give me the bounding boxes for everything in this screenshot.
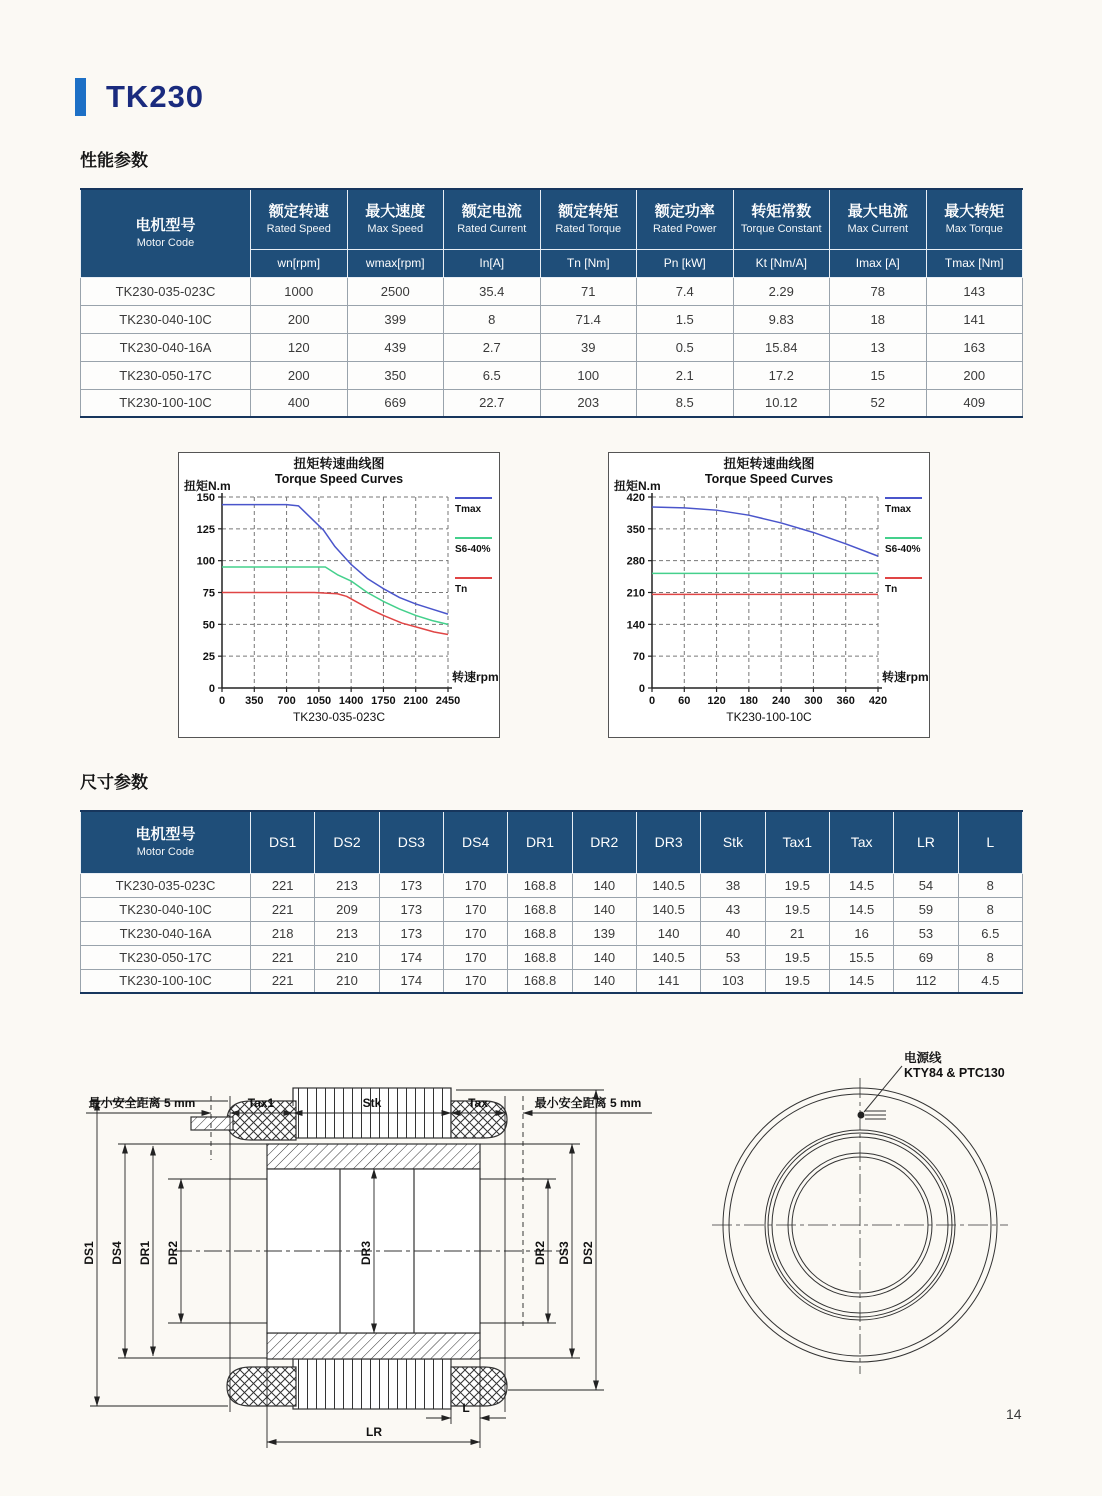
table-cell: 140.5 bbox=[636, 873, 700, 897]
table-cell: 17.2 bbox=[733, 361, 830, 389]
dr2-right-label: DR2 bbox=[533, 1240, 547, 1266]
motor-front-view-drawing bbox=[690, 1040, 1030, 1380]
table-cell: 0.5 bbox=[637, 333, 734, 361]
table-row bbox=[81, 969, 1023, 993]
performance-table-header bbox=[81, 189, 1023, 277]
table-cell: 54 bbox=[894, 873, 958, 897]
table-cell: 71 bbox=[540, 277, 637, 305]
column-header: 额定功率 Rated Power bbox=[637, 189, 734, 249]
motor-code-header bbox=[81, 811, 251, 873]
table-cell: 7.4 bbox=[637, 277, 734, 305]
table-cell: 19.5 bbox=[765, 969, 829, 993]
table-cell: 213 bbox=[315, 873, 379, 897]
column-header: DS3 bbox=[379, 811, 443, 873]
motor-code-cell: TK230-050-17C bbox=[81, 945, 251, 969]
cable-label bbox=[904, 1050, 1005, 1080]
table-cell: 200 bbox=[251, 361, 348, 389]
torque-speed-chart-1 bbox=[178, 452, 500, 738]
table-cell: 140 bbox=[572, 873, 636, 897]
chart-text: 350 bbox=[626, 523, 645, 536]
chart-svg bbox=[608, 452, 930, 738]
column-unit: Tmax [Nm] bbox=[926, 249, 1023, 277]
table-cell: 210 bbox=[315, 945, 379, 969]
motor-code-cell: TK230-040-16A bbox=[81, 921, 251, 945]
table-cell: 15.5 bbox=[829, 945, 893, 969]
ds4-label: DS4 bbox=[110, 1241, 124, 1265]
chart-text: Tn bbox=[455, 584, 468, 595]
table-cell: 14.5 bbox=[829, 897, 893, 921]
table-row bbox=[81, 389, 1023, 417]
chart-text: Torque Speed Curves bbox=[274, 472, 404, 486]
table-cell: 168.8 bbox=[508, 897, 572, 921]
table-cell: 221 bbox=[251, 945, 315, 969]
table-cell: 173 bbox=[379, 897, 443, 921]
cable-label-line1: 电源线 bbox=[904, 1051, 942, 1065]
table-cell: 221 bbox=[251, 873, 315, 897]
table-cell: 15.84 bbox=[733, 333, 830, 361]
chart-text: 280 bbox=[626, 555, 645, 568]
table-row bbox=[81, 945, 1023, 969]
table-cell: 399 bbox=[347, 305, 444, 333]
dr2-left-label: DR2 bbox=[166, 1240, 180, 1266]
chart-text: 360 bbox=[836, 695, 855, 707]
table-cell: 168.8 bbox=[508, 921, 572, 945]
cable-label-line2: KTY84 & PTC130 bbox=[904, 1066, 1005, 1080]
chart-svg bbox=[178, 452, 500, 738]
table-row bbox=[81, 305, 1023, 333]
table-row bbox=[81, 873, 1023, 897]
chart-text: 扭矩N.m bbox=[184, 479, 231, 493]
table-cell: 174 bbox=[379, 969, 443, 993]
table-cell: 173 bbox=[379, 873, 443, 897]
table-cell: 9.83 bbox=[733, 305, 830, 333]
table-cell: 140 bbox=[572, 897, 636, 921]
chart-text: 扭矩转速曲线图 bbox=[723, 456, 815, 471]
table-cell: 2.7 bbox=[444, 333, 541, 361]
dimension-table-body bbox=[81, 873, 1023, 993]
table-cell: 4.5 bbox=[958, 969, 1022, 993]
column-header: DR2 bbox=[572, 811, 636, 873]
dimension-table bbox=[80, 810, 1023, 994]
column-header: DR3 bbox=[636, 811, 700, 873]
table-cell: 19.5 bbox=[765, 873, 829, 897]
table-cell: 170 bbox=[443, 969, 507, 993]
chart-text: 0 bbox=[218, 695, 226, 707]
table-cell: 221 bbox=[251, 897, 315, 921]
table-cell: 2.1 bbox=[637, 361, 734, 389]
column-header: Stk bbox=[701, 811, 765, 873]
table-cell: 669 bbox=[347, 389, 444, 417]
motor-code-cell: TK230-035-023C bbox=[81, 277, 251, 305]
page-number: 14 bbox=[1006, 1406, 1022, 1422]
chart-text: 420 bbox=[868, 695, 888, 707]
table-cell: 78 bbox=[830, 277, 927, 305]
table-cell: 6.5 bbox=[958, 921, 1022, 945]
chart-text: Torque Speed Curves bbox=[704, 472, 834, 486]
table-row bbox=[81, 361, 1023, 389]
table-cell: 43 bbox=[701, 897, 765, 921]
column-header: 额定转速 Rated Speed bbox=[251, 189, 348, 249]
table-cell: 52 bbox=[830, 389, 927, 417]
table-cell: 21 bbox=[765, 921, 829, 945]
motor-code-cell: TK230-040-10C bbox=[81, 305, 251, 333]
motor-code-header-en: Motor Code bbox=[136, 846, 195, 859]
column-unit: Kt [Nm/A] bbox=[733, 249, 830, 277]
table-cell: 71.4 bbox=[540, 305, 637, 333]
page-title: TK230 bbox=[106, 79, 205, 114]
chart-text: 扭矩转速曲线图 bbox=[293, 456, 385, 471]
chart-text: TK230-035-023C bbox=[292, 710, 386, 724]
table-cell: 200 bbox=[926, 361, 1023, 389]
table-row bbox=[81, 333, 1023, 361]
chart-text: 420 bbox=[626, 492, 645, 504]
chart-text: 1050 bbox=[306, 695, 332, 707]
table-cell: 40 bbox=[701, 921, 765, 945]
performance-table bbox=[80, 188, 1023, 418]
chart-text: 0 bbox=[638, 683, 645, 695]
table-cell: 200 bbox=[251, 305, 348, 333]
table-cell: 221 bbox=[251, 969, 315, 993]
chart-text: 140 bbox=[626, 619, 645, 632]
column-header: DR1 bbox=[508, 811, 572, 873]
column-unit: Pn [kW] bbox=[637, 249, 734, 277]
chart-text: 转速rpm bbox=[452, 670, 499, 684]
chart-text: 125 bbox=[196, 523, 215, 536]
table-cell: 1000 bbox=[251, 277, 348, 305]
chart-text: TK230-100-10C bbox=[726, 710, 812, 724]
table-cell: 350 bbox=[347, 361, 444, 389]
table-cell: 8 bbox=[958, 897, 1022, 921]
table-cell: 400 bbox=[251, 389, 348, 417]
table-cell: 209 bbox=[315, 897, 379, 921]
chart-text: 0 bbox=[208, 683, 215, 695]
chart-text: 240 bbox=[771, 695, 791, 707]
table-cell: 140.5 bbox=[636, 897, 700, 921]
chart-text: 300 bbox=[804, 695, 823, 707]
motor-code-cell: TK230-100-10C bbox=[81, 969, 251, 993]
motor-code-cell: TK230-050-17C bbox=[81, 361, 251, 389]
page-title-block bbox=[75, 78, 204, 116]
column-header: Tax bbox=[829, 811, 893, 873]
ds3-label: DS3 bbox=[557, 1241, 571, 1265]
chart-text: 25 bbox=[202, 651, 215, 664]
chart-text: 180 bbox=[739, 695, 759, 707]
table-cell: 22.7 bbox=[444, 389, 541, 417]
chart-text: 1400 bbox=[338, 695, 364, 707]
table-cell: 170 bbox=[443, 945, 507, 969]
motor-code-cell: TK230-035-023C bbox=[81, 873, 251, 897]
motor-code-header-en: Motor Code bbox=[136, 237, 195, 250]
chart-text: 1750 bbox=[371, 695, 396, 707]
ds2-label: DS2 bbox=[581, 1241, 595, 1265]
tax-label: Tax bbox=[468, 1096, 488, 1110]
column-header: DS2 bbox=[315, 811, 379, 873]
table-cell: 8 bbox=[444, 305, 541, 333]
table-cell: 170 bbox=[443, 873, 507, 897]
column-unit: wn[rpm] bbox=[251, 249, 348, 277]
column-unit: Tn [Nm] bbox=[540, 249, 637, 277]
chart-text: 100 bbox=[196, 555, 215, 568]
table-cell: 439 bbox=[347, 333, 444, 361]
table-cell: 168.8 bbox=[508, 969, 572, 993]
l-label: L bbox=[462, 1401, 470, 1415]
table-cell: 38 bbox=[701, 873, 765, 897]
column-header: 额定转矩 Rated Torque bbox=[540, 189, 637, 249]
table-cell: 168.8 bbox=[508, 873, 572, 897]
column-unit: Imax [A] bbox=[830, 249, 927, 277]
table-cell: 53 bbox=[894, 921, 958, 945]
table-cell: 100 bbox=[540, 361, 637, 389]
safety-left-label: 最小安全距离 5 mm bbox=[88, 1096, 196, 1110]
column-header: DS4 bbox=[443, 811, 507, 873]
table-cell: 8.5 bbox=[637, 389, 734, 417]
chart-text: 50 bbox=[202, 619, 215, 632]
chart-text: 210 bbox=[626, 587, 645, 600]
table-cell: 19.5 bbox=[765, 945, 829, 969]
table-cell: 168.8 bbox=[508, 945, 572, 969]
chart-text: S6-40% bbox=[455, 544, 491, 555]
table-cell: 173 bbox=[379, 921, 443, 945]
column-header: Tax1 bbox=[765, 811, 829, 873]
torque-speed-chart-2 bbox=[608, 452, 930, 738]
dr3-label: DR3 bbox=[359, 1240, 373, 1266]
performance-table-body bbox=[81, 277, 1023, 417]
column-unit: wmax[rpm] bbox=[347, 249, 444, 277]
table-cell: 6.5 bbox=[444, 361, 541, 389]
motor-code-header bbox=[81, 189, 251, 277]
motor-body-shapes bbox=[191, 1088, 507, 1409]
performance-section-heading: 性能参数 bbox=[80, 151, 148, 170]
table-cell: 141 bbox=[636, 969, 700, 993]
chart-text: 转速rpm bbox=[882, 670, 929, 684]
motor-code-cell: TK230-040-10C bbox=[81, 897, 251, 921]
table-cell: 203 bbox=[540, 389, 637, 417]
table-row bbox=[81, 277, 1023, 305]
chart-text: 150 bbox=[196, 492, 215, 504]
tax1-label: Tax1 bbox=[247, 1096, 275, 1110]
motor-code-header-zh: 电机型号 bbox=[135, 826, 196, 844]
table-cell: 140 bbox=[636, 921, 700, 945]
column-header: DS1 bbox=[251, 811, 315, 873]
table-cell: 139 bbox=[572, 921, 636, 945]
table-cell: 120 bbox=[251, 333, 348, 361]
table-cell: 15 bbox=[830, 361, 927, 389]
table-cell: 59 bbox=[894, 897, 958, 921]
chart-text: 120 bbox=[707, 695, 726, 707]
table-cell: 2500 bbox=[347, 277, 444, 305]
chart-text: Tmax bbox=[885, 504, 912, 515]
chart-text: 70 bbox=[632, 651, 645, 664]
table-cell: 170 bbox=[443, 921, 507, 945]
table-cell: 8 bbox=[958, 873, 1022, 897]
stk-label: Stk bbox=[362, 1096, 382, 1110]
table-cell: 140 bbox=[572, 969, 636, 993]
title-accent-bar bbox=[75, 78, 86, 116]
dimension-table-header bbox=[81, 811, 1023, 873]
table-cell: 409 bbox=[926, 389, 1023, 417]
table-cell: 103 bbox=[701, 969, 765, 993]
table-cell: 10.12 bbox=[733, 389, 830, 417]
chart-text: Tmax bbox=[455, 504, 482, 515]
column-header: 转矩常数 Torque Constant bbox=[733, 189, 830, 249]
table-cell: 53 bbox=[701, 945, 765, 969]
table-cell: 112 bbox=[894, 969, 958, 993]
column-unit: In[A] bbox=[444, 249, 541, 277]
table-cell: 14.5 bbox=[829, 969, 893, 993]
chart-text: 350 bbox=[245, 695, 264, 707]
table-cell: 143 bbox=[926, 277, 1023, 305]
chart-text: 0 bbox=[648, 695, 656, 707]
table-cell: 13 bbox=[830, 333, 927, 361]
table-cell: 140.5 bbox=[636, 945, 700, 969]
motor-cross-section-drawing bbox=[78, 1028, 662, 1460]
chart-text: Tn bbox=[885, 584, 898, 595]
table-cell: 18 bbox=[830, 305, 927, 333]
column-header: 额定电流 Rated Current bbox=[444, 189, 541, 249]
chart-text: 700 bbox=[277, 695, 296, 707]
chart-text: 扭矩N.m bbox=[614, 479, 661, 493]
chart-text: 75 bbox=[202, 587, 215, 600]
chart-text: S6-40% bbox=[885, 544, 921, 555]
column-header: 最大转矩 Max Torque bbox=[926, 189, 1023, 249]
table-cell: 19.5 bbox=[765, 897, 829, 921]
column-header: 最大速度 Max Speed bbox=[347, 189, 444, 249]
table-cell: 14.5 bbox=[829, 873, 893, 897]
table-row bbox=[81, 921, 1023, 945]
lr-label: LR bbox=[366, 1425, 382, 1439]
chart-text: 2100 bbox=[403, 695, 428, 707]
front-view-crosshair bbox=[712, 1078, 1008, 1374]
ds1-label: DS1 bbox=[82, 1241, 96, 1265]
dr1-label: DR1 bbox=[138, 1240, 152, 1266]
table-cell: 2.29 bbox=[733, 277, 830, 305]
motor-code-cell: TK230-100-10C bbox=[81, 389, 251, 417]
table-cell: 35.4 bbox=[444, 277, 541, 305]
table-cell: 163 bbox=[926, 333, 1023, 361]
table-cell: 213 bbox=[315, 921, 379, 945]
motor-code-header-zh: 电机型号 bbox=[135, 217, 196, 235]
table-cell: 69 bbox=[894, 945, 958, 969]
column-header: LR bbox=[894, 811, 958, 873]
chart-text: 2450 bbox=[435, 695, 461, 707]
table-cell: 218 bbox=[251, 921, 315, 945]
table-row bbox=[81, 897, 1023, 921]
table-cell: 170 bbox=[443, 897, 507, 921]
motor-code-cell: TK230-040-16A bbox=[81, 333, 251, 361]
safety-right-label: 最小安全距离 5 mm bbox=[534, 1096, 642, 1110]
table-cell: 210 bbox=[315, 969, 379, 993]
dimensions-section-heading: 尺寸参数 bbox=[80, 773, 148, 792]
table-cell: 16 bbox=[829, 921, 893, 945]
table-cell: 8 bbox=[958, 945, 1022, 969]
table-cell: 174 bbox=[379, 945, 443, 969]
table-cell: 39 bbox=[540, 333, 637, 361]
table-cell: 141 bbox=[926, 305, 1023, 333]
column-header: L bbox=[958, 811, 1022, 873]
chart-text: 60 bbox=[678, 695, 691, 707]
column-header: 最大电流 Max Current bbox=[830, 189, 927, 249]
table-cell: 140 bbox=[572, 945, 636, 969]
table-cell: 1.5 bbox=[637, 305, 734, 333]
